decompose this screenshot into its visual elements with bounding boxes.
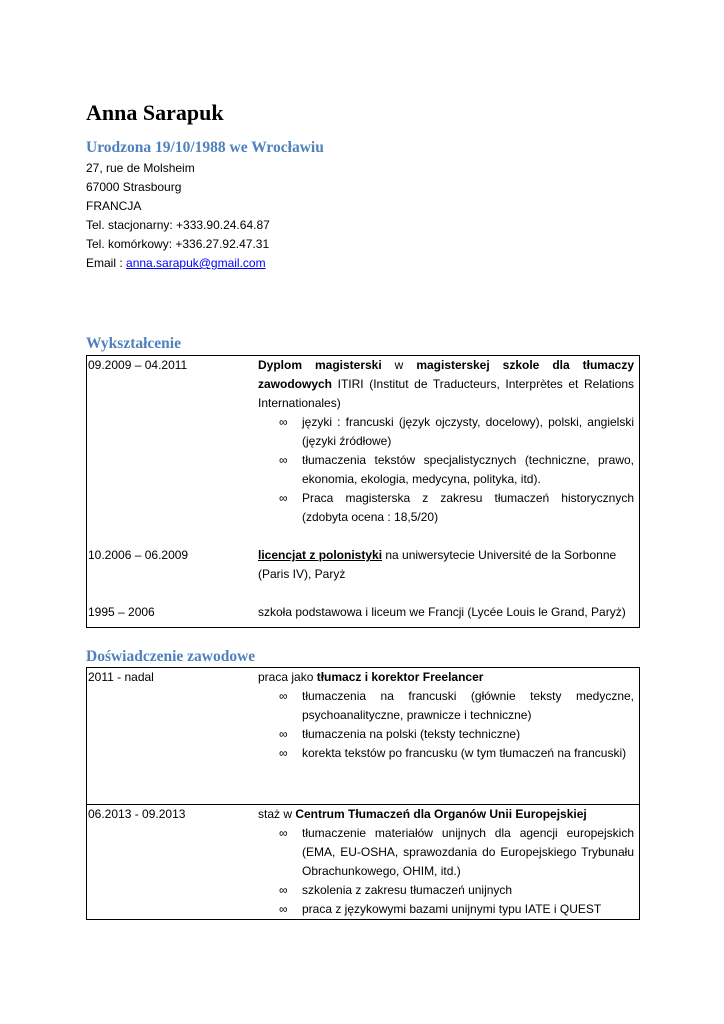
list-item: ∞ tłumaczenia na francuski (głównie teksty medyczne, psychoanalityczne, prawnicze i techniczne) [279, 689, 634, 722]
education-date: 10.2006 – 06.2009 [88, 548, 189, 562]
degree-details [258, 413, 634, 527]
email-line [86, 254, 270, 273]
education-row [87, 546, 639, 584]
list-item: ∞ języki : francuski (język ojczysty, docelowy), polski, angielski (języki źródłowe) [279, 415, 634, 448]
experience-row [87, 668, 639, 805]
education-desc: szkoła podstawowa i liceum we Francji (Lycée Louis le Grand, Paryż) [258, 605, 626, 619]
experience-desc [258, 805, 634, 919]
education-row [87, 356, 639, 527]
experience-title: Doświadczenie zawodowe [86, 648, 256, 665]
licence-name: licencjat z polonistyki [258, 548, 383, 562]
experience-desc [258, 668, 634, 763]
experience-date: 2011 - nadal [88, 670, 154, 684]
infinity-bullet-icon: ∞ [279, 826, 288, 840]
education-date: 1995 – 2006 [88, 605, 155, 619]
education-title: Wykształcenie [86, 335, 181, 352]
infinity-bullet-icon: ∞ [279, 902, 288, 916]
list-item: ∞ korekta tekstów po francusku (w tym tłumaczeń na francuski) [258, 744, 634, 763]
degree-conj: w [381, 358, 417, 372]
email-label: Email : [86, 256, 127, 270]
birth-info: Urodzona 19/10/1988 we Wrocławiu [86, 139, 324, 156]
list-item: ∞ praca z językowymi bazami unijnymi typu IATE i QUEST [258, 900, 634, 919]
list-item: ∞ szkolenia z zakresu tłumaczeń unijnych [258, 881, 634, 900]
experience-row [87, 805, 639, 919]
list-item: ∞ tłumaczenie materiałów unijnych dla agencji europejskich (EMA, EU-OSHA, sprawozdania do Europejskiego Trybunału Obrachunkowego, OHIM, itd.) [279, 826, 634, 878]
contact-block [86, 159, 270, 273]
job-details [258, 687, 634, 763]
infinity-bullet-icon: ∞ [279, 415, 288, 429]
infinity-bullet-icon: ∞ [279, 689, 288, 703]
address-country: FRANCJA [86, 199, 142, 213]
licence-school: na uniwersytecie Université de la Sorbonne (Paris IV), Paryż [258, 548, 617, 581]
infinity-bullet-icon: ∞ [279, 491, 288, 505]
spacer [87, 527, 639, 546]
job-role: tłumacz i korektor Freelancer [316, 670, 484, 684]
infinity-bullet-icon: ∞ [279, 883, 288, 897]
address-city: 67000 Strasbourg [86, 180, 182, 194]
experience-table [86, 667, 640, 920]
spacer [87, 584, 639, 603]
degree-name: Dyplom magisterski [258, 358, 382, 372]
phone-mobile: Tel. komórkowy: +336.27.92.47.31 [86, 237, 270, 251]
education-date: 09.2009 – 04.2011 [88, 358, 188, 372]
job-details [258, 824, 634, 919]
email-link[interactable]: anna.sarapuk@gmail.com [126, 256, 266, 270]
school-type: magisterskej szkole dla tłumaczy zawodowych [258, 358, 634, 391]
infinity-bullet-icon: ∞ [279, 746, 288, 760]
education-table [86, 355, 640, 628]
phone-landline: Tel. stacjonarny: +333.90.24.64.87 [86, 218, 270, 232]
list-item: ∞ Praca magisterska z zakresu tłumaczeń historycznych (zdobyta ocena : 18,5/20) [279, 491, 634, 524]
school-name: ITIRI (Institut de Traducteurs, Interprètes et Relations Internationales) [258, 377, 634, 410]
list-item: ∞ tłumaczenia tekstów specjalistycznych (techniczne, prawo, ekonomia, ekologia, medycyna, polityka, itd). [279, 453, 634, 486]
education-desc [258, 356, 634, 527]
infinity-bullet-icon: ∞ [279, 727, 288, 741]
degree-line [258, 356, 634, 413]
list-item: ∞ tłumaczenia na polski (teksty techniczne) [258, 725, 634, 744]
address-street: 27, rue de Molsheim [86, 161, 195, 175]
education-desc [258, 546, 634, 584]
job-line: staż w Centrum Tłumaczeń dla Organów Unii Europejskiej [258, 807, 587, 821]
education-row [87, 603, 639, 622]
infinity-bullet-icon: ∞ [279, 453, 288, 467]
job-role: Centrum Tłumaczeń dla Organów Unii Europejskiej [295, 807, 587, 821]
experience-date: 06.2013 - 09.2013 [88, 807, 186, 821]
candidate-name: Anna Sarapuk [86, 100, 224, 125]
job-line: praca jako tłumacz i korektor Freelancer [258, 670, 484, 684]
